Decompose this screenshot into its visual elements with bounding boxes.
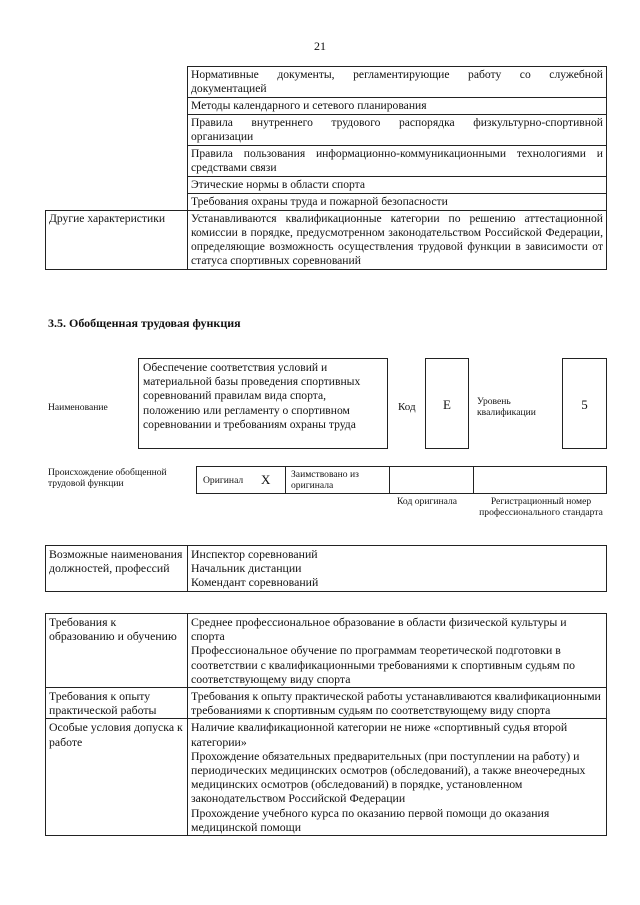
level-value: 5 <box>562 358 607 449</box>
borrowed-label: Заимствовано из оригинала <box>291 469 359 491</box>
positions-label: Возможные наименования должностей, профессий <box>46 546 188 592</box>
row-value <box>188 719 607 836</box>
row-value: Правила пользования информационно-коммуникационными технологиями и средствами связи <box>188 146 607 177</box>
table-row <box>46 688 607 719</box>
divider <box>389 467 390 493</box>
code-original-label: Код оригинала <box>397 496 458 507</box>
divider <box>473 467 474 493</box>
row-value: Правила внутреннего трудового распорядка физкультурно-спортивной организации <box>188 115 607 146</box>
divider <box>285 467 286 493</box>
page-number: 21 <box>314 39 326 53</box>
code-label: Код <box>398 401 416 413</box>
original-mark: X <box>261 472 271 487</box>
reg-number-label: Регистрационный номер профессионального стандарта <box>479 496 603 518</box>
row-value <box>188 688 607 719</box>
name-label: Наименование <box>48 402 108 413</box>
table-row <box>46 719 607 836</box>
requirement-item: Среднее профессиональное образование в области физической культуры и спорта <box>191 615 567 644</box>
table-row <box>46 177 607 194</box>
table-row <box>46 194 607 211</box>
position-item: Начальник дистанции <box>191 561 302 576</box>
row-label <box>46 146 188 177</box>
section-title: 3.5. Обобщенная трудовая функция <box>48 316 241 330</box>
requirement-item: Профессиональное обучение по программам теоретической подготовки в соответствии с квалификационными требованиями к спортивным судьям по соответствующему виду спорта <box>191 643 576 686</box>
row-label <box>46 98 188 115</box>
row-value: Требования охраны труда и пожарной безопасности <box>188 194 607 211</box>
row-label: Особые условия допуска к работе <box>46 719 188 836</box>
position-item: Комендант соревнований <box>191 575 319 590</box>
requirement-item: Наличие квалификационной категории не ниже «спортивный судья второй категории» <box>191 720 568 749</box>
function-name-box: Обеспечение соответствия условий и материальной базы проведения спортивных соревнований правилам вида спорта, положению или регламенту о спортивном соревновании и требованиям охраны труда <box>138 358 388 449</box>
characteristics-table <box>45 66 607 270</box>
row-value <box>188 614 607 688</box>
origin-row <box>196 466 607 494</box>
origin-label: Происхождение обобщенной трудовой функции <box>48 467 167 489</box>
table-row <box>46 98 607 115</box>
table-row <box>46 211 607 270</box>
level-label: Уровень квалификации <box>477 396 536 418</box>
table-row <box>46 67 607 98</box>
row-label <box>46 115 188 146</box>
requirement-item: Прохождение учебного курса по оказанию первой помощи до оказания медицинской помощи <box>191 805 550 834</box>
positions-values <box>188 546 607 592</box>
positions-table <box>45 545 607 592</box>
original-label: Оригинал <box>203 475 244 486</box>
code-value: Е <box>425 358 469 449</box>
table-row <box>46 115 607 146</box>
requirement-item: Требования к опыту практической работы устанавливаются квалификационными требованиями к спортивным судьям по соответствующему виду спорта <box>191 689 601 718</box>
table-row <box>46 546 607 592</box>
requirement-item: Прохождение обязательных предварительных (при поступлении на работу) и периодических медицинских осмотров (обследований), а также внеочередных медицинских осмотров (обследований) в порядке, установленном законодательством Российской Федерации <box>191 748 586 806</box>
row-value: Устанавливаются квалификационные категории по решению аттестационной комиссии в порядке, предусмотренном законодательством Российской Федерации, определяющие возможность осуществления трудовой функции в зависимости от статуса спортивных соревнований <box>188 211 607 270</box>
row-value: Методы календарного и сетевого планирования <box>188 98 607 115</box>
row-label <box>46 67 188 98</box>
row-label: Требования к образованию и обучению <box>46 614 188 688</box>
row-label: Другие характеристики <box>46 211 188 270</box>
row-value: Нормативные документы, регламентирующие работу со служебной документацией <box>188 67 607 98</box>
row-label <box>46 177 188 194</box>
table-row <box>46 146 607 177</box>
row-value: Этические нормы в области спорта <box>188 177 607 194</box>
requirements-table <box>45 613 607 836</box>
row-label: Требования к опыту практической работы <box>46 688 188 719</box>
table-row <box>46 614 607 688</box>
row-label <box>46 194 188 211</box>
position-item: Инспектор соревнований <box>191 547 318 561</box>
